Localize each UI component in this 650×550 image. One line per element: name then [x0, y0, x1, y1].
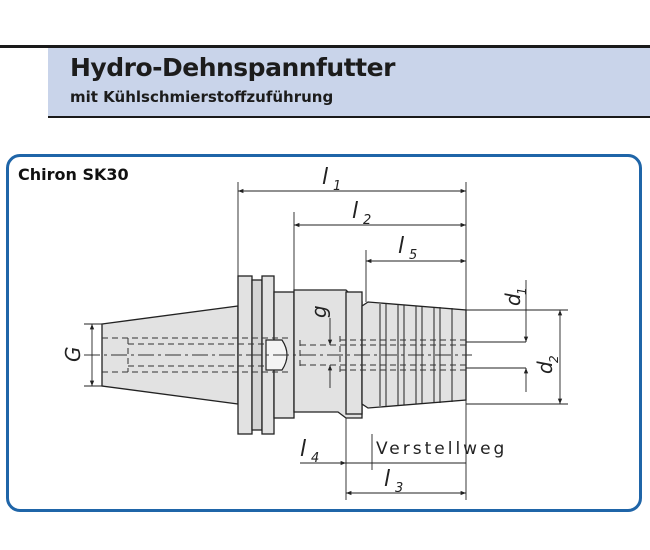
label-l2: l	[352, 199, 359, 224]
label-l5-sub: 5	[409, 248, 418, 263]
page-subtitle: mit Kühlschmierstoffzuführung	[70, 88, 334, 106]
label-d2-sub: 2	[547, 355, 561, 363]
label-d2: d	[533, 361, 557, 374]
label-l4: l	[300, 437, 307, 462]
label-l3: l	[384, 467, 391, 492]
label-l5: l	[398, 234, 405, 259]
label-G: G	[61, 346, 85, 362]
page-title: Hydro-Dehnspannfutter	[70, 53, 395, 82]
label-d1-sub: 1	[515, 287, 529, 295]
label-l2-sub: 2	[363, 213, 372, 228]
label-adjustment-travel: Verstellweg	[376, 439, 508, 459]
label-l1-sub: 1	[333, 179, 342, 194]
collar-ring	[346, 292, 362, 414]
label-l3-sub: 3	[395, 481, 404, 496]
label-d1: d	[501, 293, 525, 306]
tool-shank	[466, 342, 526, 368]
label-g-small: g	[307, 305, 331, 318]
panel-label: Chiron SK30	[18, 165, 129, 184]
label-l4-sub: 4	[311, 451, 320, 466]
label-l1: l	[322, 165, 329, 190]
